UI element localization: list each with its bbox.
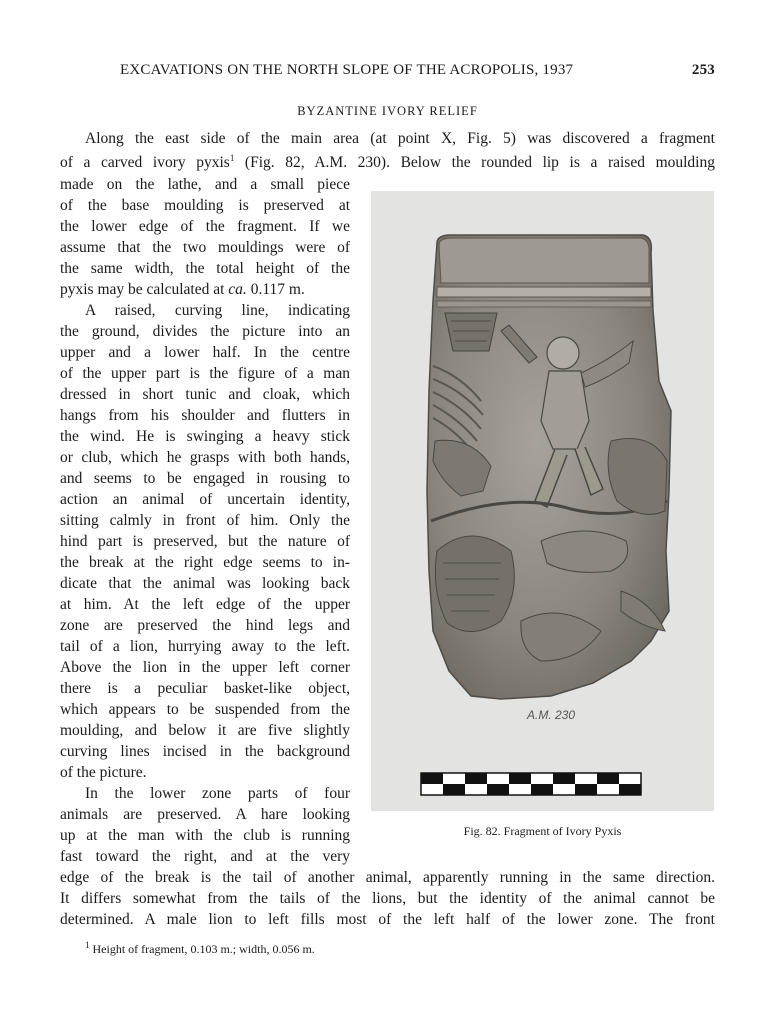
text-line: In the lower zone parts of four: [85, 785, 350, 802]
text-line: sitting calmly in front of him. Only the: [60, 512, 350, 529]
text-line: upper and a lower half. In the centre: [60, 344, 350, 361]
text-line: zone are preserved the hind legs and: [60, 617, 350, 634]
text-line: moulding, and below it are five slightly: [60, 722, 350, 739]
text-span: of a carved ivory pyxis: [60, 154, 230, 171]
text-line: and seems to be engaged in rousing to: [60, 470, 350, 487]
text-line: of the picture.: [60, 764, 147, 781]
text-line: It differs somewhat from the tails of the lions, but the identity of the animal cannot be: [60, 890, 715, 907]
text-line: made on the lathe, and a small piece: [60, 176, 350, 193]
text-line: of the base moulding is preserved at: [60, 197, 350, 214]
text-line: up at the man with the club is running: [60, 827, 350, 844]
figure-caption: Fig. 82. Fragment of Ivory Pyxis: [463, 824, 622, 838]
text-line: at him. At the left edge of the upper: [60, 596, 350, 613]
text-line: or club, which he grasps with both hands,: [60, 449, 350, 466]
figure-photo: [371, 191, 714, 811]
hare: [541, 531, 628, 572]
text-line: the break at the right edge seems to in-: [60, 554, 350, 571]
text-line: action an animal of uncertain identity,: [60, 491, 350, 508]
footnote: [85, 942, 315, 957]
text-line: the wind. He is swinging a heavy stick: [60, 428, 350, 445]
text-line: Along the east side of the main area (at point X, Fig. 5) was discovered a fragment: [85, 130, 715, 147]
text-line: of the upper part is the figure of a man: [60, 365, 350, 382]
footnote-marker: 1: [85, 940, 90, 950]
man-body: [541, 371, 589, 449]
text-line: [60, 152, 715, 173]
text-line: [60, 279, 350, 300]
text-line: fast toward the right, and at the very: [60, 848, 350, 865]
text-span: (Fig. 82, A.M. 230). Below the rounded lip is a raised moulding: [234, 154, 715, 171]
text-line: determined. A male lion to left fills most of the left half of the lower zone. The front: [60, 911, 715, 928]
rounded-lip-moulding: [439, 238, 649, 283]
footnote-ref: 1: [229, 152, 235, 163]
text-line: dicate that the animal was looking back: [60, 575, 350, 592]
text-line: which appears to be suspended from the: [60, 701, 350, 718]
text-line: animals are preserved. A hare looking: [60, 806, 350, 823]
raised-moulding: [437, 287, 651, 297]
inventory-label: A.M. 230: [527, 708, 576, 722]
section-title: BYZANTINE IVORY RELIEF: [297, 104, 478, 118]
text-line: edge of the break is the tail of another animal, apparently running in the same direction.: [60, 869, 715, 886]
text-line: dressed in short tunic and cloak, which: [60, 386, 350, 403]
footnote-text: Height of fragment, 0.103 m.; width, 0.056 m.: [89, 942, 315, 956]
text-line: the ground, divides the picture into an: [60, 323, 350, 340]
text-line: there is a peculiar basket-like object,: [60, 680, 350, 697]
male-lion: [435, 536, 514, 632]
text-line: the lower edge of the fragment. If we: [60, 218, 350, 235]
text-line: assume that the two mouldings were of: [60, 239, 350, 256]
basket-object: [445, 313, 497, 351]
scale-bar: [421, 773, 641, 795]
text-span: 0.117 m.: [246, 281, 305, 298]
text-line: Above the lion in the upper left corner: [60, 659, 350, 676]
text-span: ca.: [228, 281, 247, 298]
text-line: A raised, curving line, indicating: [85, 302, 350, 319]
text-span: pyxis may be calculated at: [60, 281, 229, 298]
text-line: the same width, the total height of the: [60, 260, 350, 277]
page-number: 253: [691, 62, 715, 78]
text-line: hind part is preserved, but the nature of: [60, 533, 350, 550]
running-title: EXCAVATIONS ON THE NORTH SLOPE OF THE ACROPOLIS, 1937: [120, 62, 574, 78]
text-line: tail of a lion, hurrying away to the left.: [60, 638, 350, 655]
text-line: hangs from his shoulder and flutters in: [60, 407, 350, 424]
text-line: curving lines incised in the background: [60, 743, 350, 760]
ivory-fragment-image: [371, 191, 714, 811]
man-head: [547, 337, 579, 369]
